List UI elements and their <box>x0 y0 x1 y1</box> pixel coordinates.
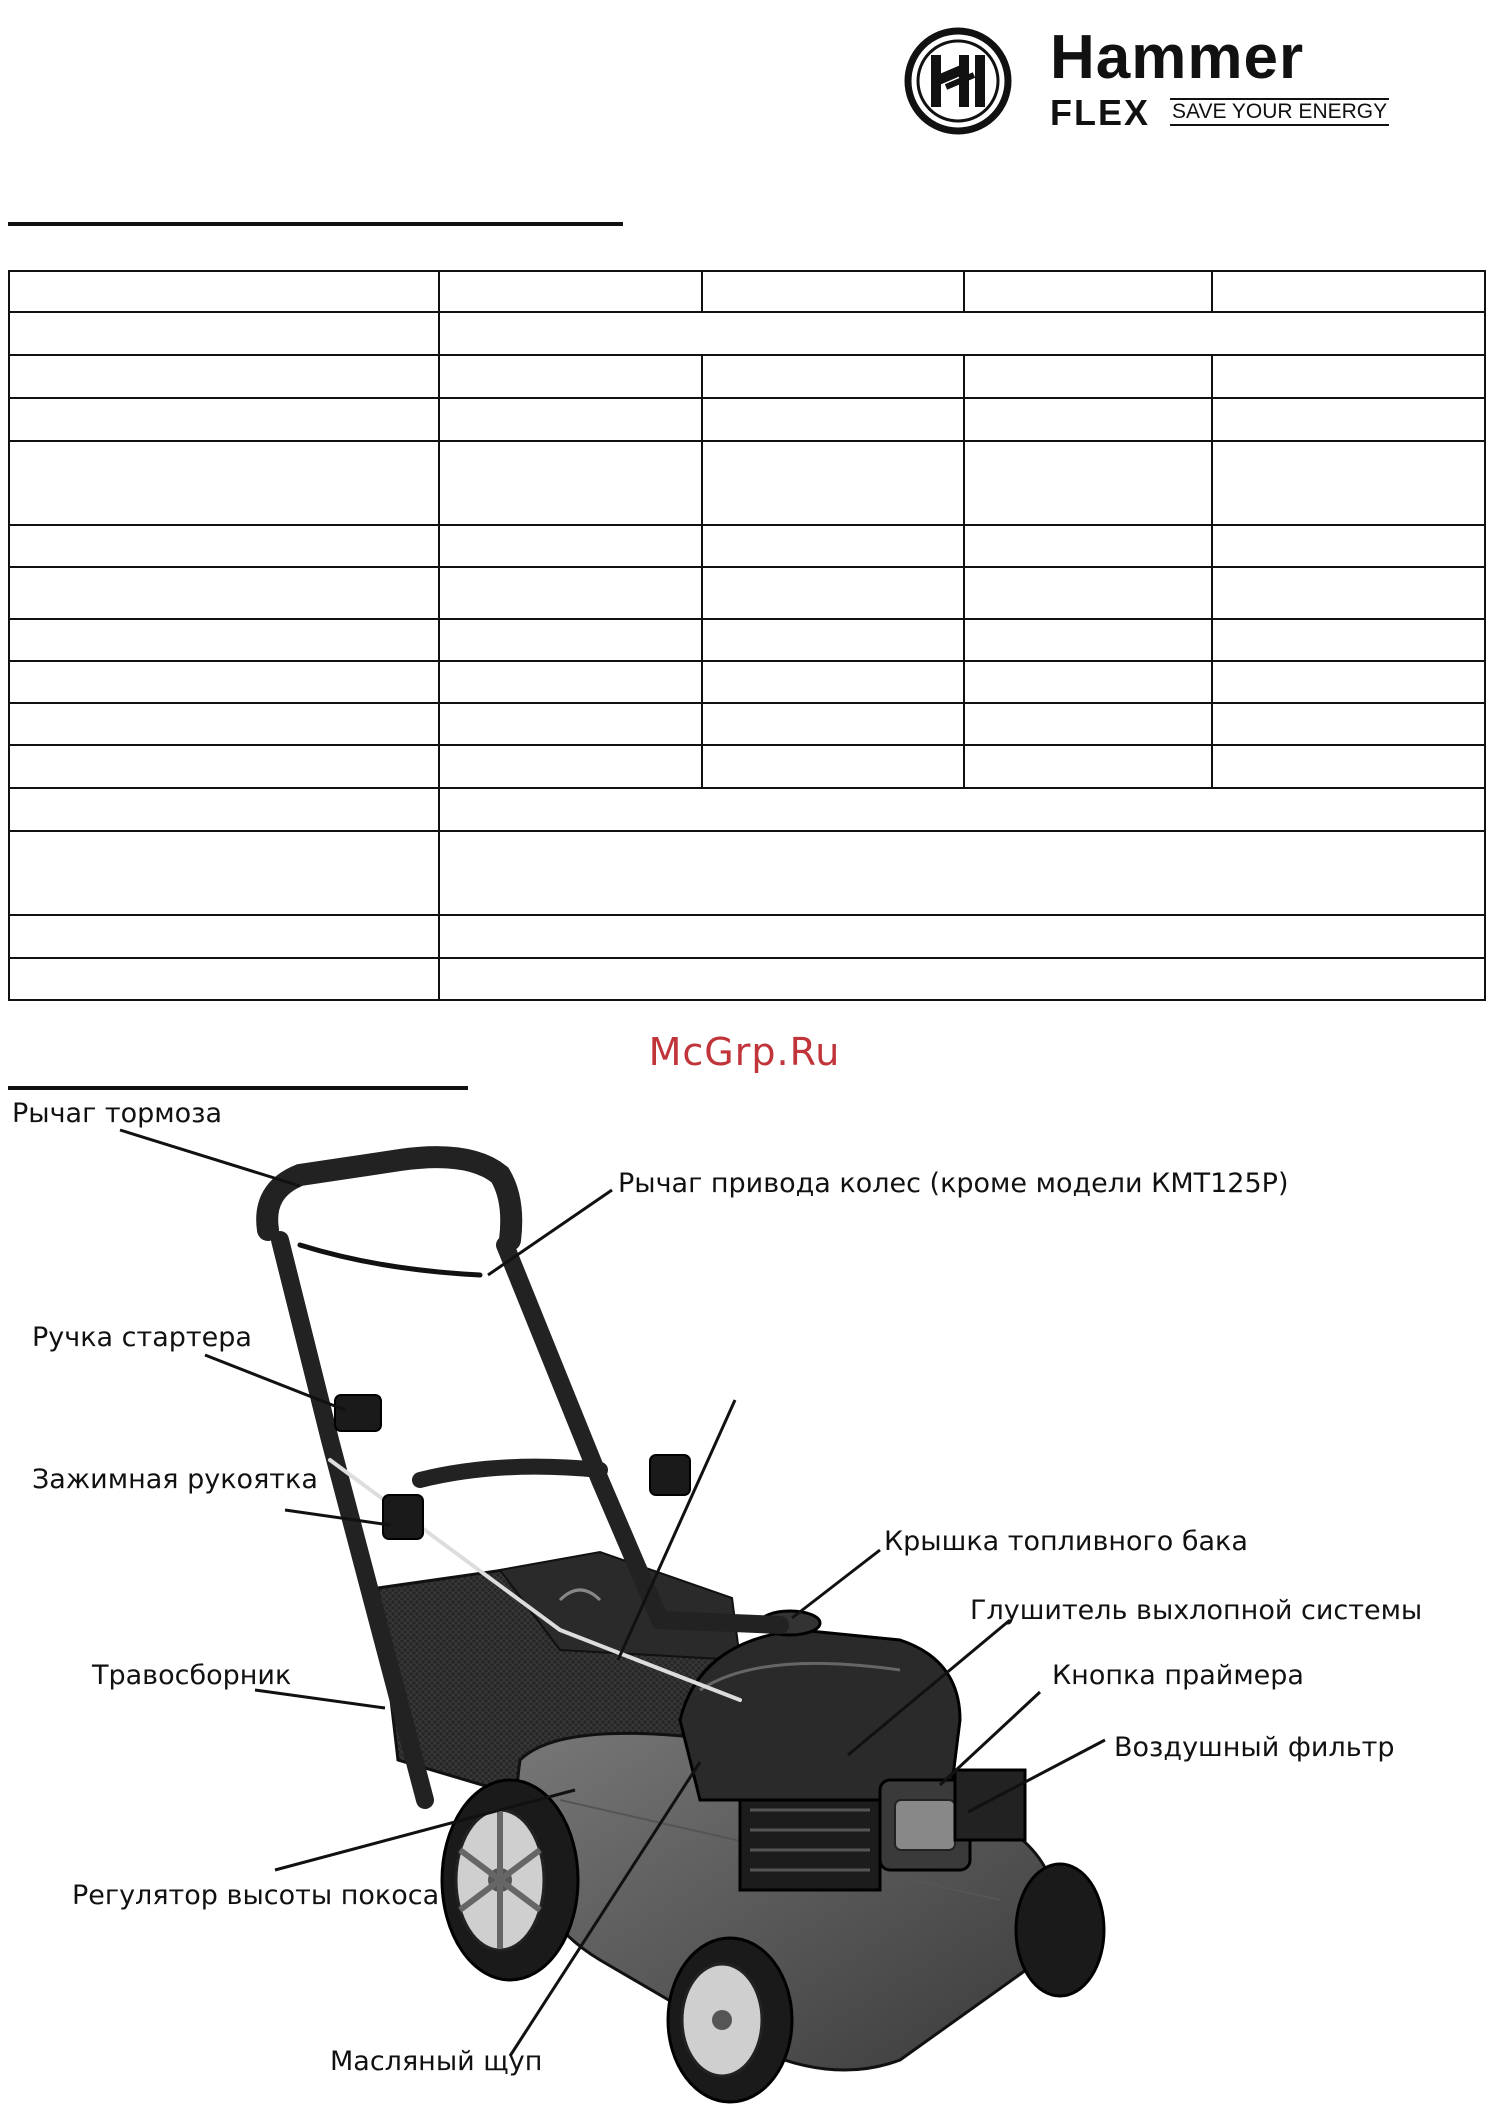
label-primer: Кнопка праймера <box>1052 1660 1304 1691</box>
label-fuel-cap: Крышка топливного бака <box>884 1526 1248 1557</box>
label-drive-lever: Рычаг привода колес (кроме модели КМТ125Р) <box>618 1168 1289 1199</box>
label-starter-handle: Ручка стартера <box>32 1322 252 1353</box>
label-dipstick: Масляный щуп <box>330 2046 543 2077</box>
brand-slogan: SAVE YOUR ENERGY <box>1170 98 1389 126</box>
label-air-filter: Воздушный фильтр <box>1114 1732 1395 1763</box>
label-grass-catcher: Травосборник <box>92 1660 292 1691</box>
watermark: McGrp.Ru <box>648 1030 841 1074</box>
rear-wheel-shape <box>442 1780 578 1980</box>
label-brake-lever: Рычаг тормоза <box>12 1098 223 1129</box>
brand-name: Hammer <box>1050 23 1305 92</box>
label-muffler: Глушитель выхлопной системы <box>970 1595 1423 1626</box>
brand-sub: FLEX <box>1050 92 1151 133</box>
label-height-adjuster: Регулятор высоты покоса <box>72 1880 440 1911</box>
label-clamp-handle: Зажимная рукоятка <box>32 1464 318 1495</box>
